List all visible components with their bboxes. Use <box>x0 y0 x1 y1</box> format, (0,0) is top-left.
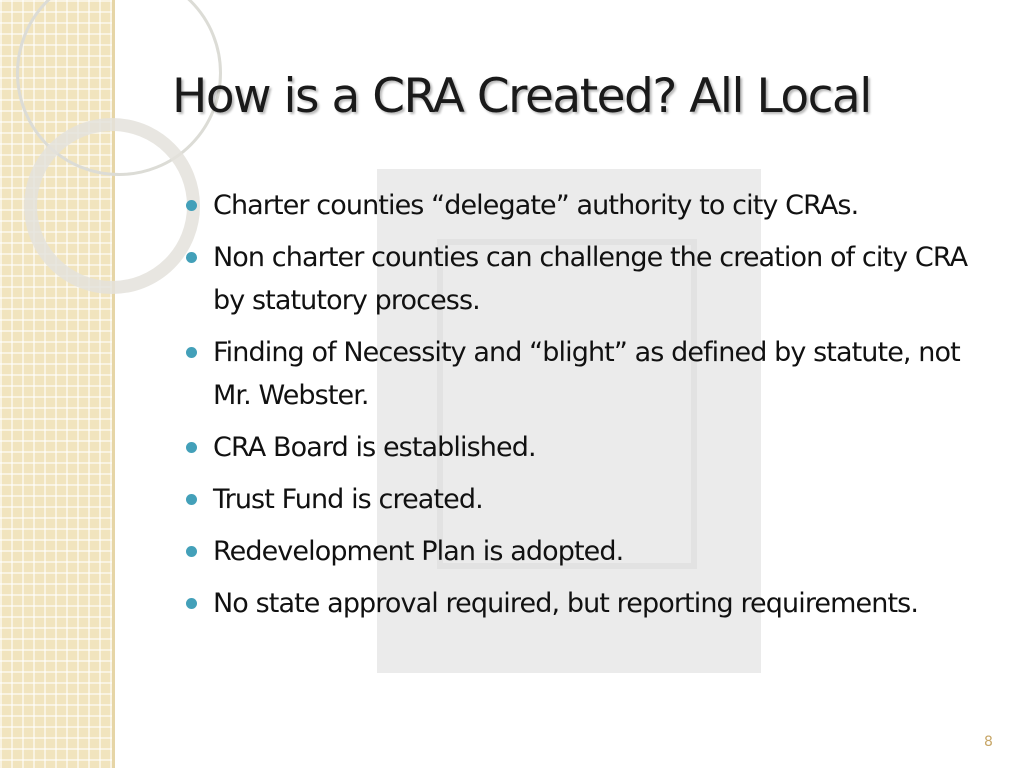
bullet-icon <box>186 252 197 263</box>
bullet-text: Charter counties “delegate” authority to city CRAs. <box>213 190 859 221</box>
decorative-ring-small <box>24 118 200 294</box>
bullet-icon <box>186 442 197 453</box>
bullet-item <box>186 184 996 227</box>
bullet-text: Trust Fund is created. <box>213 484 483 515</box>
bullet-icon <box>186 546 197 557</box>
page-number: 8 <box>984 734 993 750</box>
bullet-text: No state approval required, but reporting requirements. <box>213 588 918 619</box>
bullet-text: CRA Board is established. <box>213 432 536 463</box>
bullet-icon <box>186 200 197 211</box>
bullet-icon <box>186 598 197 609</box>
slide-title: How is a CRA Created? All Local <box>172 69 871 124</box>
bullet-item <box>186 426 996 469</box>
bullet-list <box>186 184 996 634</box>
bullet-item <box>186 478 996 521</box>
bullet-item <box>186 236 996 322</box>
bullet-item <box>186 530 996 573</box>
bullet-text: Finding of Necessity and “blight” as defined by statute, not Mr. Webster. <box>213 337 960 411</box>
bullet-icon <box>186 494 197 505</box>
bullet-icon <box>186 347 197 358</box>
bullet-item <box>186 582 996 625</box>
bullet-item <box>186 331 996 417</box>
bullet-text: Redevelopment Plan is adopted. <box>213 536 624 567</box>
bullet-text: Non charter counties can challenge the creation of city CRA by statutory process. <box>213 242 968 316</box>
